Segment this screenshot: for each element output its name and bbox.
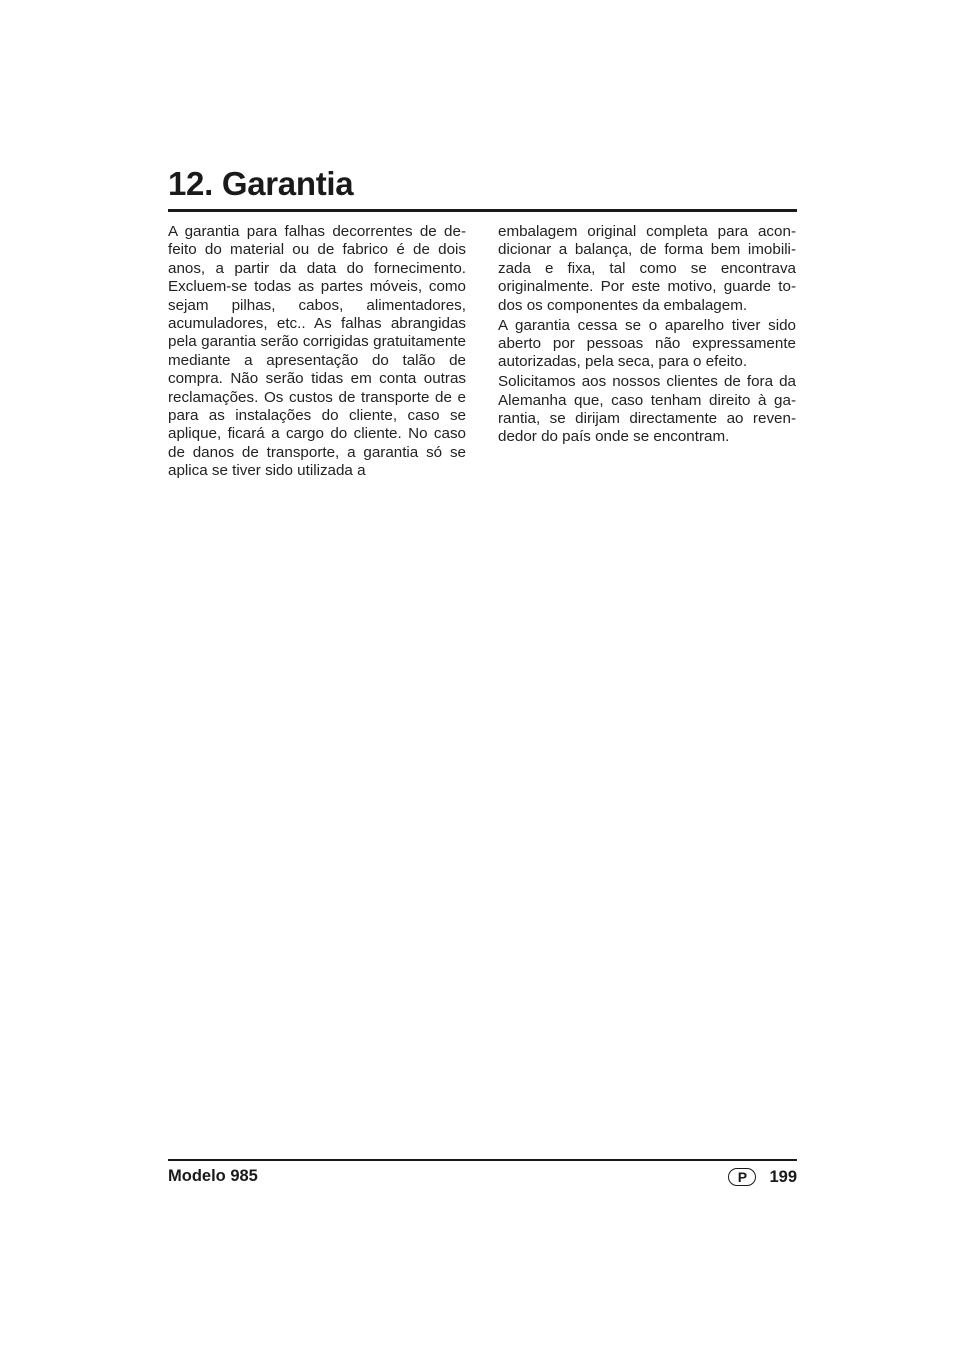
- title-divider: [168, 209, 797, 212]
- language-badge: P: [728, 1168, 756, 1186]
- footer-page-info: [728, 1166, 797, 1188]
- paragraph: A garantia para falhas decorrentes de defeito do material ou de fabrico é de dois anos, a partir da data do fornecimento. Excluem-se todas as partes móveis, como sejam pilhas, cabos, alimentadores, acumuladores, etc.. As falhas abrangidas pela garantia serão corrigidas gratuitamente mediante a apresentação do talão de compra. Não serão tidas em conta outras reclamações. Os custos de transporte de e para as instalações do cliente, caso se aplique, ficará a cargo do cliente. No caso de danos de transporte, a garantia só se aplica se tiver sido utilizada a: [168, 223, 466, 480]
- paragraph: Solicitamos aos nossos clientes de fora da Alemanha que, caso tenham direito à garantia, se dirijam directamente ao revendedor do país onde se encontram.: [498, 373, 796, 446]
- page-title: 12. Garantia: [168, 165, 354, 202]
- text-column-right: [498, 223, 796, 448]
- text-column-left: [168, 223, 466, 482]
- footer-model-name: Modelo 985: [168, 1167, 258, 1185]
- paragraph: A garantia cessa se o aparelho tiver sido aberto por pessoas não expressamente autorizadas, pela seca, para o efeito.: [498, 316, 796, 371]
- paragraph: embalagem original completa para acondicionar a balança, de forma bem imobilizada e fixa, tal como se encontrava originalmente. Por este motivo, guarde todos os componentes da embalagem.: [498, 223, 796, 314]
- footer-divider: [168, 1159, 797, 1161]
- page-number: 199: [769, 1168, 797, 1186]
